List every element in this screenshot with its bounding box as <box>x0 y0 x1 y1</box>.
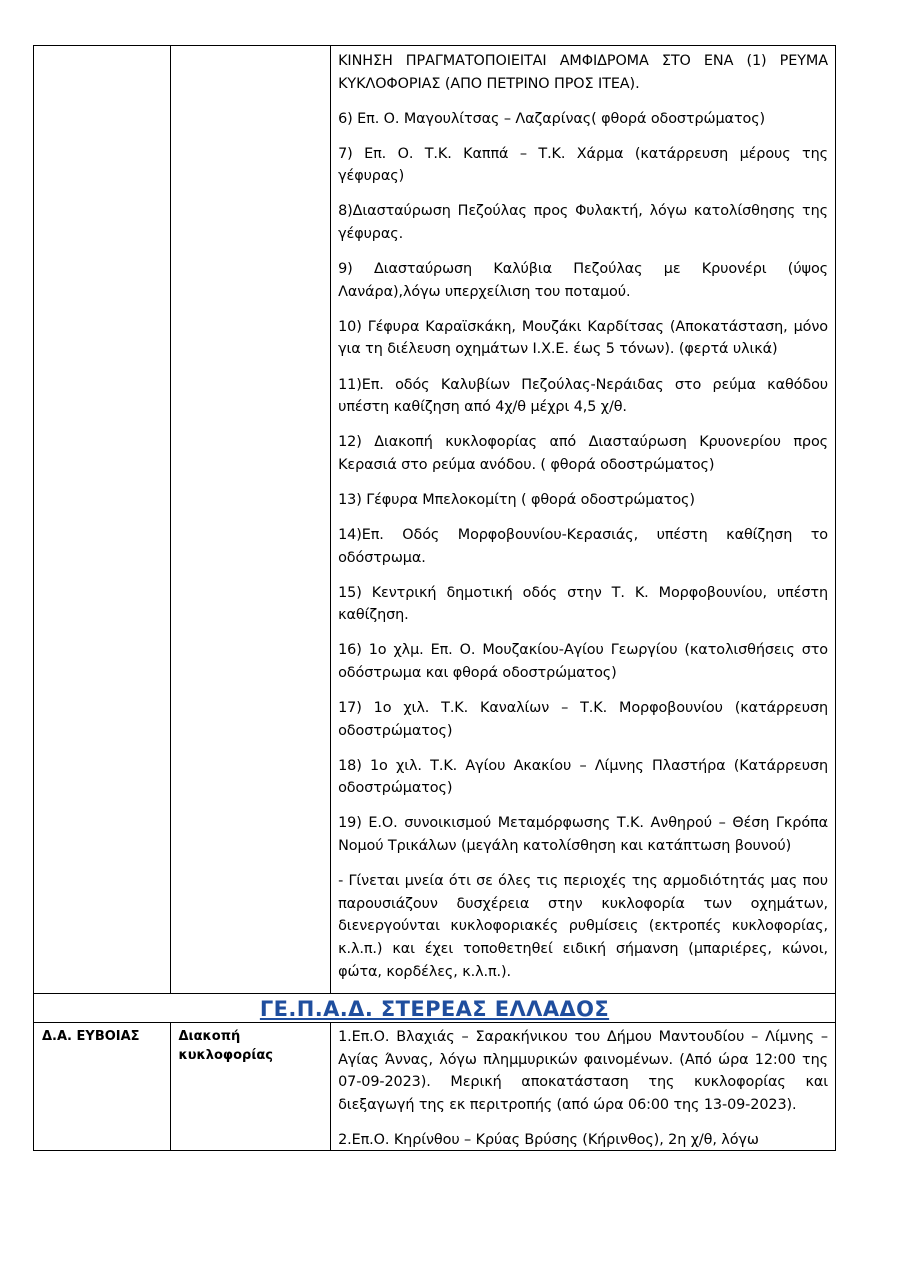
region-cell <box>34 46 171 994</box>
list-item: 9) Διασταύρωση Καλύβια Πεζούλας με Κρυονέρι (ύψος Λανάρα),λόγω υπερχείλιση του ποταμού. <box>338 261 828 300</box>
list-item: 13) Γέφυρα Μπελοκομίτη ( φθορά οδοστρώματος) <box>338 491 695 508</box>
category-cell <box>170 1023 331 1151</box>
table-row <box>34 1023 836 1151</box>
list-item: 7) Επ. Ο. Τ.Κ. Καππά – Τ.Κ. Χάρμα (κατάρρευση μέρους της γέφυρας) <box>338 145 828 185</box>
list-item: ΚΙΝΗΣΗ ΠΡΑΓΜΑΤΟΠΟΙΕΙΤΑΙ ΑΜΦΙΔΡΟΜΑ ΣΤΟ ΕΝΑ (1) ΡΕΥΜΑ ΚΥΚΛΟΦΟΡΙΑΣ (ΑΠΟ ΠΕΤΡΙΝΟ ΠΡΟΣ ΙΤΕΑ). <box>338 53 828 92</box>
region-cell <box>34 1023 171 1151</box>
traffic-disruptions-table <box>33 45 836 1151</box>
region-label: Δ.Α. ΕΥΒΟΙΑΣ <box>42 1029 140 1045</box>
list-item: 15) Κεντρική δημοτική οδός στην Τ. Κ. Μορφοβουνίου, υπέστη καθίζηση. <box>338 584 828 624</box>
table-row <box>34 46 836 994</box>
list-item: 18) 1ο χιλ. Τ.Κ. Αγίου Ακακίου – Λίμνης Πλαστήρα (Κατάρρευση οδοστρώματος) <box>338 757 828 797</box>
list-item: 19) Ε.Ο. συνοικισμού Μεταμόρφωσης Τ.Κ. Ανθηρού – Θέση Γκρόπα Νομού Τρικάλων (μεγάλη κατολίσθηση και κατάπτωση βουνού) <box>338 815 828 855</box>
category-cell <box>170 46 331 994</box>
details-cell <box>331 46 836 994</box>
list-item: 12) Διακοπή κυκλοφορίας από Διασταύρωση Κρυονερίου προς Κερασιά στο ρεύμα ανόδου. ( φθορά οδοστρώματος) <box>338 434 828 473</box>
list-item: - Γίνεται μνεία ότι σε όλες τις περιοχές της αρμοδιότητάς μας που παρουσιάζουν δυσχέρεια στην κυκλοφορία των οχημάτων, διενεργούνται κυκλοφοριακές ρυθμίσεις (εκτροπές κυκλοφορίας, κ.λ.π.) και έχει τοποθετηθεί ειδική σήμανση (μπαριέρες, κώνοι, φώτα, κορδέλες, κ.λ.π.). <box>338 873 828 980</box>
list-item: 6) Επ. Ο. Μαγουλίτσας – Λαζαρίνας( φθορά οδοστρώματος) <box>338 110 766 127</box>
list-item: 8)Διασταύρωση Πεζούλας προς Φυλακτή, λόγω κατολίσθησης της γέφυρας. <box>338 203 828 243</box>
details-list <box>331 1023 835 1150</box>
details-cell <box>331 1023 836 1151</box>
section-heading: ΓΕ.Π.Α.Δ. ΣΤΕΡΕΑΣ ΕΛΛΑΔΟΣ <box>259 997 610 1022</box>
document-page <box>33 45 836 1151</box>
list-item: 14)Επ. Οδός Μορφοβουνίου-Κερασιάς, υπέστη καθίζηση το οδόστρωμα. <box>338 527 828 566</box>
category-label: Διακοπή κυκλοφορίας <box>178 1029 274 1064</box>
section-heading-row <box>34 994 836 1023</box>
list-item: 16) 1ο χλμ. Επ. Ο. Μουζακίου-Αγίου Γεωργίου (κατολισθήσεις στο οδόστρωμα και φθορά οδοστρώματος) <box>338 642 828 681</box>
list-item: 1.Επ.Ο. Βλαχιάς – Σαρακήνικου του Δήμου Μαντουδίου – Λίμνης – Αγίας Άννας, λόγω πλημμυρικών φαινομένων. (Από ώρα 12:00 της 07-09-2023). Μερική αποκατάσταση της κυκλοφορίας και διεξαγωγή της εκ περιτροπής (από ώρα 06:00 της 13-09-2023). <box>338 1029 828 1113</box>
list-item: 10) Γέφυρα Καραϊσκάκη, Μουζάκι Καρδίτσας (Αποκατάσταση, μόνο για τη διέλευση οχημάτων Ι.Χ.Ε. έως 5 τόνων). (φερτά υλικά) <box>338 318 828 358</box>
list-item: 11)Επ. οδός Καλυβίων Πεζούλας-Νεράιδας στο ρεύμα καθόδου υπέστη καθίζηση από 4χ/θ μέχρι 4,5 χ/θ. <box>338 376 828 416</box>
details-list <box>331 46 835 993</box>
list-item: 17) 1ο χιλ. Τ.Κ. Καναλίων – Τ.Κ. Μορφοβουνίου (κατάρρευση οδοστρώματος) <box>338 700 828 739</box>
list-item: 2.Επ.Ο. Κηρίνθου – Κρύας Βρύσης (Κήρινθος), 2η χ/θ, λόγω <box>338 1131 759 1148</box>
section-heading-cell <box>34 994 836 1023</box>
